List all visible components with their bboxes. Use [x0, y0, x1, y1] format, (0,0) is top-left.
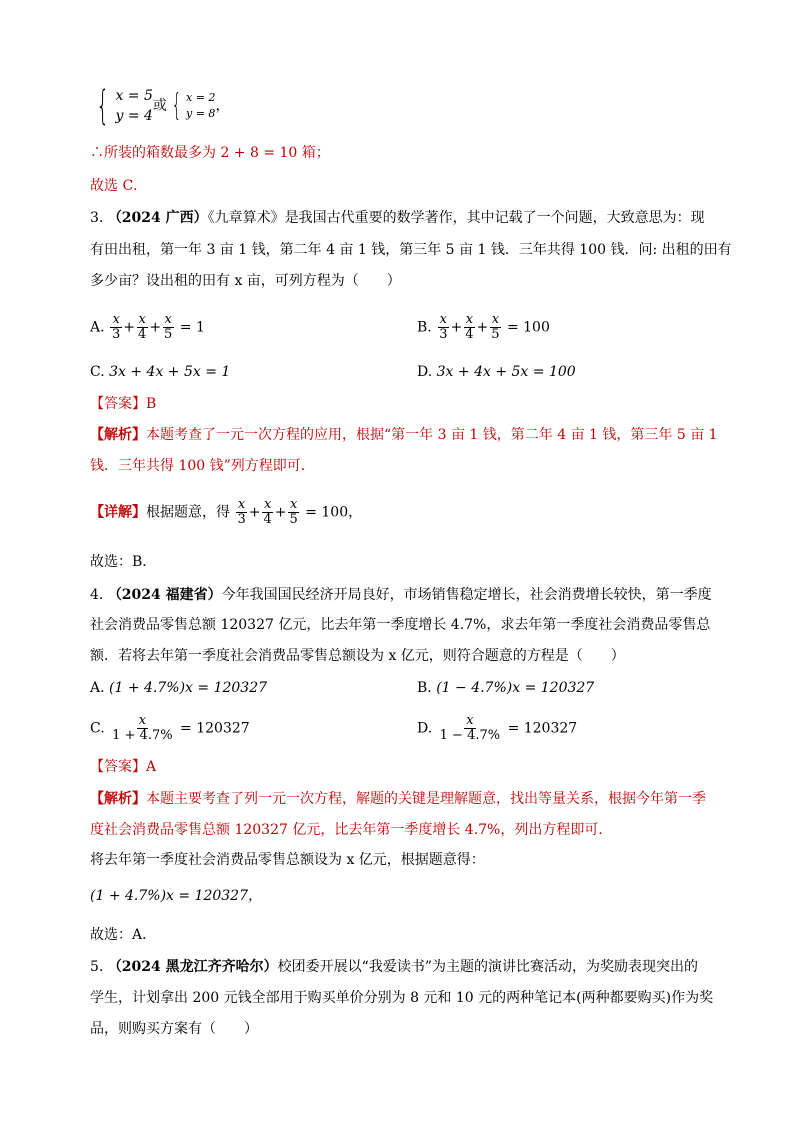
q3-choose: 故选：B．	[90, 554, 157, 570]
frac-num: x	[263, 497, 272, 512]
option-equation: 3x + 4x + 5x = 1	[109, 364, 231, 380]
option-rhs: = 1	[179, 319, 205, 336]
option-equation: 3x + 4x + 5x = 100	[436, 364, 576, 380]
q3-option-b	[417, 313, 550, 342]
q4-analysis-1	[90, 789, 706, 809]
q4-line-2: 社会消费品零售总额 120327 亿元，比去年第一季度增长 4.7%，求去年第一季度社会消费品零售总	[90, 617, 711, 633]
q4-option-d	[417, 714, 577, 743]
comma: ，	[215, 98, 230, 114]
frac-num: x	[439, 312, 448, 327]
eq-y8: y = 8	[186, 107, 216, 120]
option-label: A.	[90, 680, 105, 696]
q4-number: 4.	[90, 587, 104, 603]
q4-option-c	[90, 714, 250, 743]
frac-den: 5	[289, 512, 298, 527]
q5-number: 5.	[90, 959, 104, 975]
detail-tag: 【详解】	[90, 504, 146, 521]
q3-option-a	[90, 313, 205, 342]
q3-option-d	[417, 362, 576, 382]
frac-den: 4	[263, 512, 272, 527]
option-label: C.	[90, 364, 105, 380]
option-label: D.	[417, 720, 433, 737]
plus: +	[450, 319, 463, 336]
q3-source: （2024 广西）	[107, 210, 208, 226]
q4-text-1: 今年我国国民经济开局良好，市场销售稳定增长，社会消费增长较快，第一季度	[221, 587, 712, 603]
frac-den: 1 − 4.7%	[439, 728, 501, 743]
q4-set-line: 将去年第一季度社会消费品零售总额设为 x 亿元，根据题意得：	[90, 852, 485, 868]
q5-line-2: 学生，计划拿出 200 元钱全部用于购买单价分别为 8 元和 10 元的两种笔记本(两种都要购买)作为奖	[90, 990, 714, 1006]
frac-den: 5	[164, 327, 173, 342]
frac-den: 3	[439, 327, 448, 342]
plus: +	[123, 319, 136, 336]
option-label: D.	[417, 364, 433, 380]
option-label: A.	[90, 319, 105, 336]
frac-num: x	[112, 312, 120, 327]
detail-rhs: = 100，	[305, 504, 363, 521]
q5-source: （2024 黑龙江齐齐哈尔）	[107, 959, 278, 975]
frac-num: x	[237, 497, 246, 512]
frac-num: x	[465, 312, 474, 327]
system-1	[115, 86, 152, 126]
detail-text: 根据题意，得	[146, 504, 230, 521]
q3-line-1	[90, 208, 705, 228]
q5-line-1	[90, 957, 698, 977]
analysis-text: 本题考查了一元一次方程的应用，根据“第一年 3 亩 1 钱，第二年 4 亩 1 钱，第三年 5 亩 1	[146, 427, 718, 443]
option-label: C.	[90, 720, 105, 737]
plus: +	[149, 319, 162, 336]
q4-analysis-2: 度社会消费品零售总额 120327 亿元，比去年第一季度增长 4.7%，列出方程即可．	[90, 822, 613, 838]
q3-text-1: 《九章算术》是我国古代重要的数学著作，其中记载了一个问题，大致意思为：现	[207, 210, 705, 226]
plus: +	[274, 504, 287, 521]
q4-equation-line: (1 + 4.7%)x = 120327，	[90, 888, 262, 904]
frac-num: x	[466, 713, 474, 728]
q4-option-b	[417, 678, 594, 698]
q4-choose: 故选：A．	[90, 927, 157, 943]
q3-analysis-2: 钱．三年共得 100 钱”列方程即可．	[90, 458, 315, 474]
q5-text-1: 校团委开展以“我爱读书”为主题的演讲比赛活动，为奖励表现突出的	[277, 959, 698, 975]
frac-den: 3	[112, 327, 121, 342]
option-rhs: = 100	[506, 319, 550, 336]
q4-line-3: 额．若将去年第一季度社会消费品零售总额设为 x 亿元，则符合题意的方程是（ ）	[90, 648, 625, 664]
option-label: B.	[417, 319, 432, 336]
q4-line-1	[90, 585, 712, 605]
choose-c-line: 故选 C．	[90, 178, 148, 194]
frac-den: 3	[237, 512, 246, 527]
eq-x2: x = 2	[186, 91, 216, 104]
frac-den: 4	[465, 327, 474, 342]
frac-den: 4	[138, 327, 147, 342]
option-label: B.	[417, 680, 432, 696]
left-brace-2: {	[171, 88, 182, 123]
analysis-tag: 【解析】	[90, 791, 146, 807]
q3-analysis-1	[90, 425, 718, 445]
q4-option-a	[90, 678, 267, 698]
option-rhs: = 120327	[507, 720, 578, 737]
q3-line-3: 多少亩？设出租的田有 x 亩，可列方程为（ ）	[90, 273, 401, 289]
frac-num: x	[289, 497, 298, 512]
q3-detail	[90, 498, 362, 527]
q3-answer: 【答案】B	[90, 396, 157, 412]
frac-den: 5	[491, 327, 500, 342]
q3-number: 3.	[90, 210, 104, 226]
option-rhs: = 120327	[180, 720, 250, 737]
therefore-line: ∴所装的箱数最多为 2 + 8 = 10 箱；	[90, 145, 330, 161]
system-2	[186, 90, 215, 122]
eq-x5: x = 5	[115, 88, 153, 104]
analysis-text: 本题主要考查了列一元一次方程，解题的关键是理解题意，找出等量关系，根据今年第一季	[146, 791, 706, 807]
option-equation: (1 − 4.7%)x = 120327	[436, 680, 595, 696]
option-equation: (1 + 4.7%)x = 120327	[109, 680, 268, 696]
left-brace: {	[96, 83, 110, 129]
q3-option-c	[90, 362, 230, 382]
frac-num: x	[138, 312, 146, 327]
q4-answer: 【答案】A	[90, 759, 157, 775]
eq-y4: y = 4	[115, 108, 153, 124]
analysis-tag: 【解析】	[90, 427, 146, 443]
plus: +	[248, 504, 261, 521]
q4-source: （2024 福建省）	[107, 587, 222, 603]
q5-line-3: 品，则购买方案有（ ）	[90, 1021, 258, 1037]
q3-line-2: 有田出租，第一年 3 亩 1 钱，第二年 4 亩 1 钱，第三年 5 亩 1 钱．三年共得 100 钱．问: 出租的田有	[90, 242, 732, 258]
frac-num: x	[164, 312, 172, 327]
frac-num: x	[491, 312, 500, 327]
frac-num: x	[138, 713, 147, 728]
plus: +	[476, 319, 489, 336]
or-text: 或	[152, 98, 167, 114]
equation-system	[90, 83, 230, 129]
frac-den: 1 + 4.7%	[112, 728, 173, 743]
